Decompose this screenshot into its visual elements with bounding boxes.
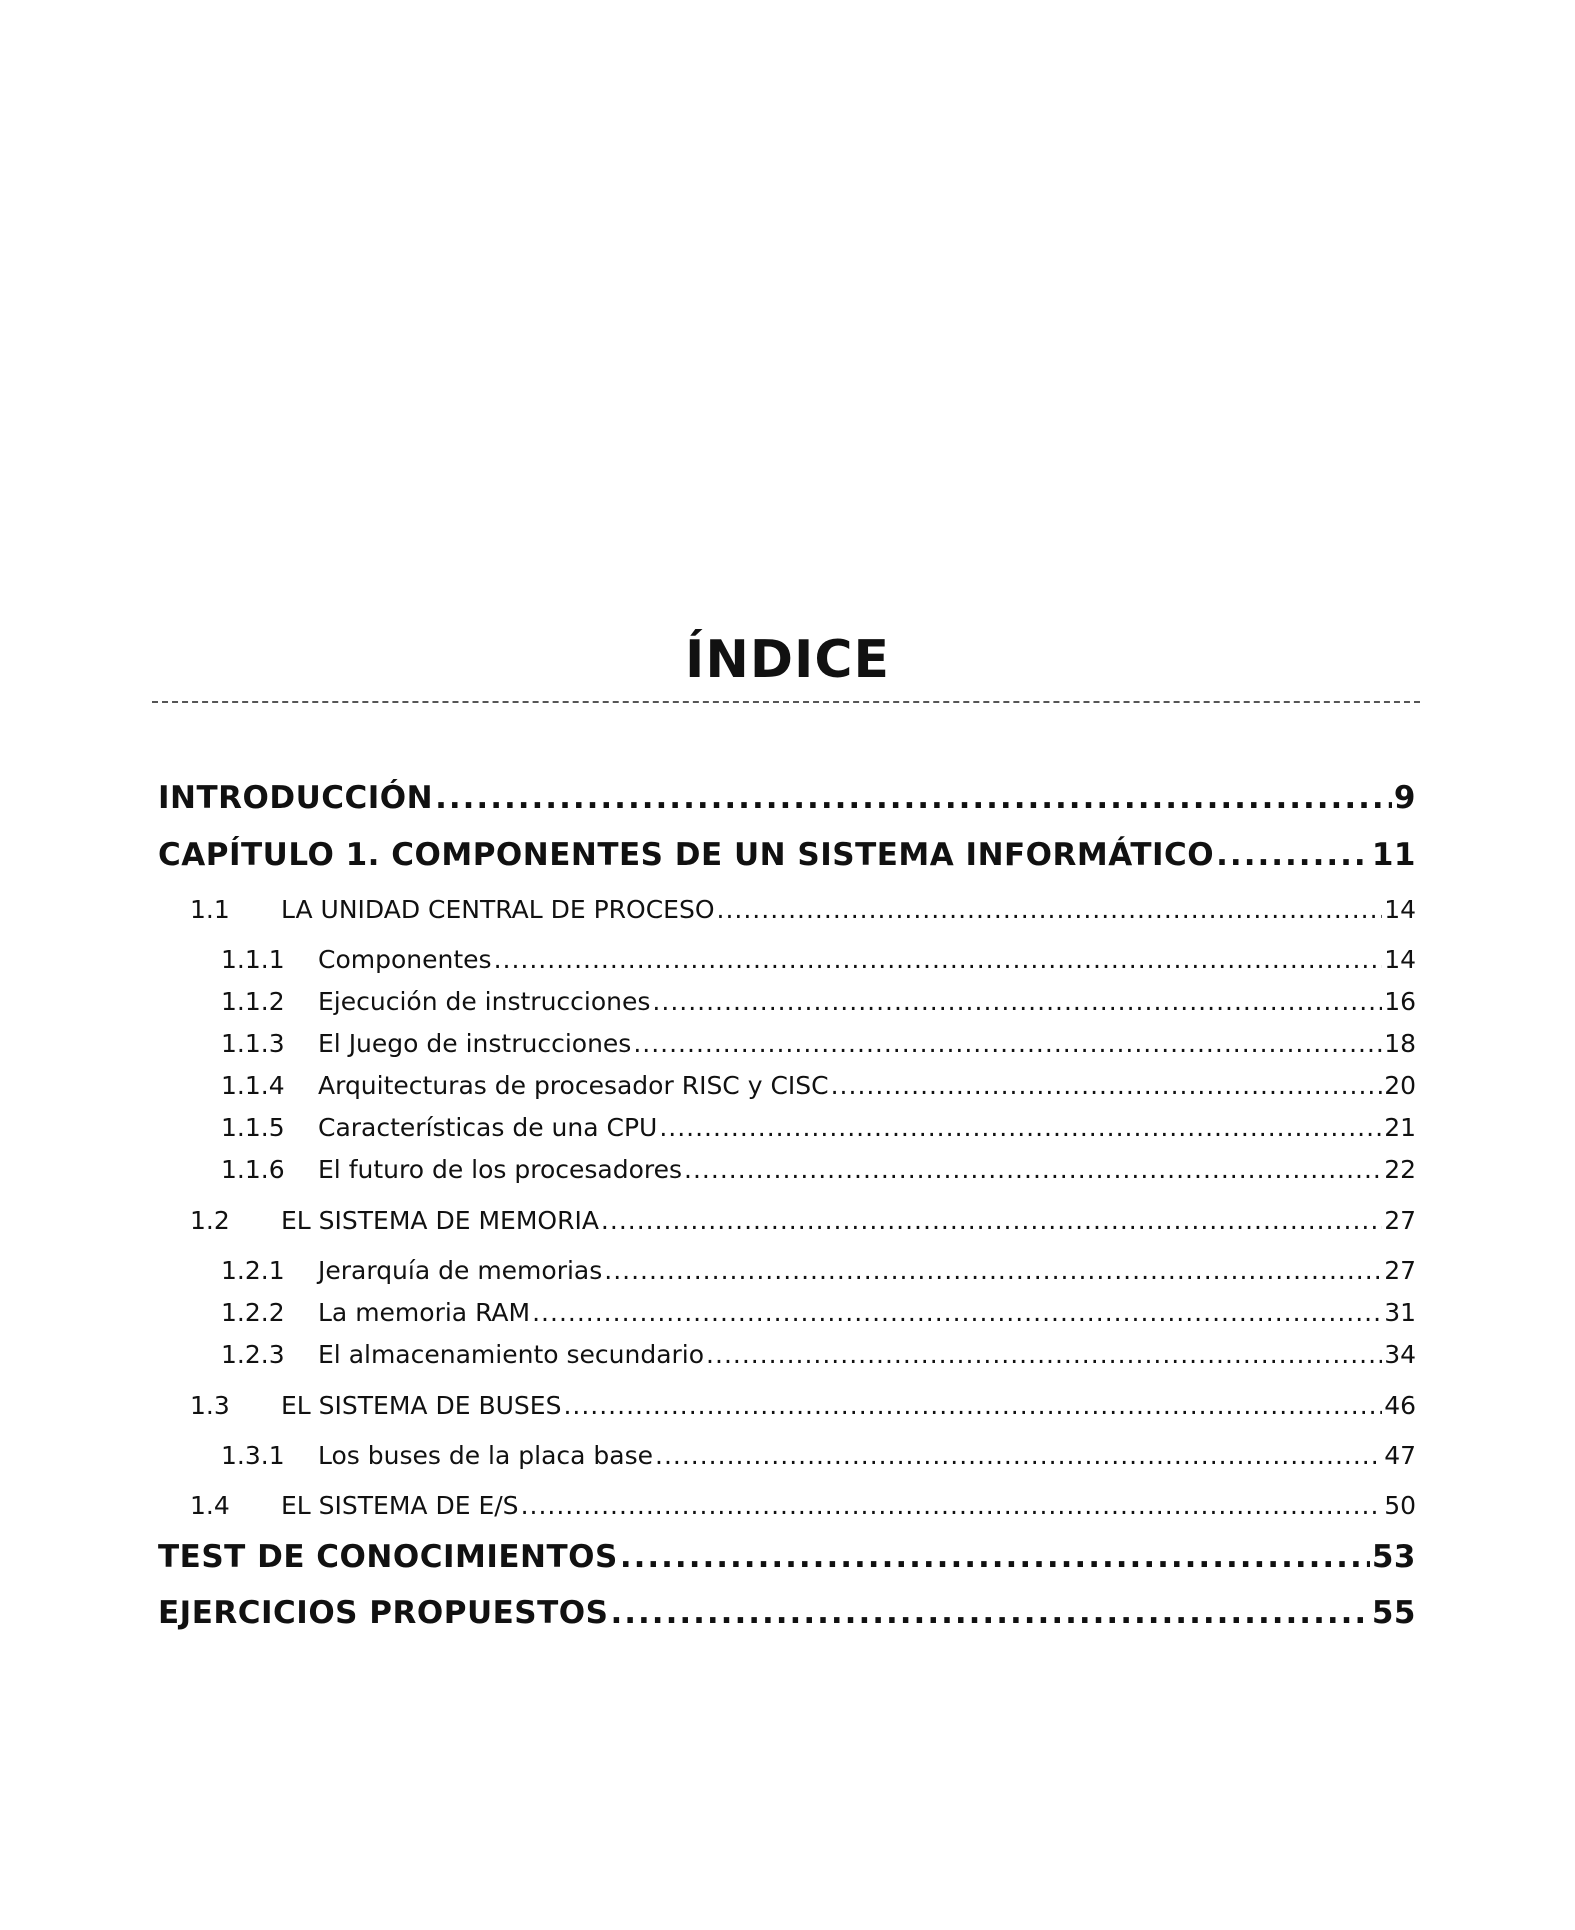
toc-page-number: 55	[1371, 1595, 1416, 1631]
toc-entry-label: El almacenamiento secundario	[318, 1340, 705, 1369]
toc-section-number: 1.1	[190, 895, 230, 924]
toc-entry-1-2[interactable]	[158, 1204, 1416, 1238]
toc-page-number: 34	[1384, 1340, 1416, 1369]
toc-dot-leader	[604, 1254, 1382, 1288]
toc-dot-leader	[494, 943, 1383, 977]
toc-dot-leader	[1216, 835, 1370, 875]
toc-entry-capitulo-1[interactable]	[158, 835, 1416, 875]
toc-entry-label: TEST DE CONOCIMIENTOS	[158, 1539, 618, 1575]
toc-dot-leader	[563, 1389, 1382, 1423]
toc-entry-label: CAPÍTULO 1. COMPONENTES DE UN SISTEMA INFORMÁTICO	[158, 837, 1215, 873]
toc-section-number: 1.2.1	[221, 1256, 285, 1285]
toc-section-number: 1.2.2	[221, 1298, 285, 1327]
toc-dot-leader	[532, 1296, 1382, 1330]
toc-entry-1-3[interactable]	[158, 1389, 1416, 1423]
toc-entry-1-1-6[interactable]	[158, 1153, 1416, 1187]
toc-entry-ejercicios-propuestos[interactable]	[158, 1593, 1416, 1633]
toc-entry-1-2-2[interactable]	[158, 1296, 1416, 1330]
toc-entry-label: Características de una CPU	[318, 1113, 658, 1142]
toc-entry-introduccion[interactable]	[158, 778, 1416, 818]
toc-page-number: 31	[1384, 1298, 1416, 1327]
toc-section-number: 1.4	[190, 1491, 230, 1520]
toc-entry-1-2-3[interactable]	[158, 1338, 1416, 1372]
toc-page-number: 21	[1384, 1113, 1416, 1142]
toc-section-number: 1.3.1	[221, 1441, 285, 1470]
toc-page-number: 53	[1371, 1539, 1416, 1575]
toc-entry-label: Los buses de la placa base	[318, 1441, 653, 1470]
toc-dot-leader	[684, 1153, 1382, 1187]
toc-page-number: 50	[1384, 1491, 1416, 1520]
toc-entry-1-1-5[interactable]	[158, 1111, 1416, 1145]
toc-entry-label: EJERCICIOS PROPUESTOS	[158, 1595, 609, 1631]
toc-dot-leader	[601, 1204, 1382, 1238]
toc-section-number: 1.1.6	[221, 1155, 285, 1184]
toc-entry-label: El futuro de los procesadores	[318, 1155, 683, 1184]
toc-section-number: 1.2	[190, 1206, 230, 1235]
toc-entry-1-1-4[interactable]	[158, 1069, 1416, 1103]
toc-entry-1-1-2[interactable]	[158, 985, 1416, 1019]
toc-page-number: 11	[1371, 837, 1416, 873]
toc-entry-label: LA UNIDAD CENTRAL DE PROCESO	[281, 895, 715, 924]
toc-dot-leader	[435, 778, 1392, 818]
toc-page-number: 27	[1384, 1256, 1416, 1285]
page-title: ÍNDICE	[684, 630, 891, 690]
toc-page-number: 22	[1384, 1155, 1416, 1184]
toc-dot-leader	[659, 1111, 1382, 1145]
toc-entry-1-4[interactable]	[158, 1489, 1416, 1523]
toc-dot-leader	[521, 1489, 1383, 1523]
toc-section-number: 1.1.1	[221, 945, 285, 974]
toc-entry-test-de-conocimientos[interactable]	[158, 1537, 1416, 1577]
toc-page-number: 16	[1384, 987, 1416, 1016]
toc-entry-label: Arquitecturas de procesador RISC y CISC	[318, 1071, 829, 1100]
toc-entry-label: EL SISTEMA DE E/S	[281, 1491, 519, 1520]
toc-entry-label: EL SISTEMA DE MEMORIA	[281, 1206, 599, 1235]
toc-page-number: 9	[1393, 780, 1416, 816]
toc-dot-leader	[717, 893, 1383, 927]
toc-section-number: 1.1.3	[221, 1029, 285, 1058]
toc-page-number: 47	[1384, 1441, 1416, 1470]
toc-entry-1-1-3[interactable]	[158, 1027, 1416, 1061]
toc-page-number: 20	[1384, 1071, 1416, 1100]
toc-dot-leader	[633, 1027, 1382, 1061]
toc-entry-label: Componentes	[318, 945, 492, 974]
toc-page-number: 14	[1384, 895, 1416, 924]
toc-entry-1-3-1[interactable]	[158, 1439, 1416, 1473]
toc-dot-leader	[620, 1537, 1370, 1577]
toc-entry-label: El Juego de instrucciones	[318, 1029, 632, 1058]
toc-section-number: 1.1.4	[221, 1071, 285, 1100]
toc-page-number: 14	[1384, 945, 1416, 974]
toc-dot-leader	[655, 1439, 1382, 1473]
toc-page-number: 27	[1384, 1206, 1416, 1235]
toc-entry-1-1[interactable]	[158, 893, 1416, 927]
toc-dot-leader	[652, 985, 1382, 1019]
toc-section-number: 1.1.5	[221, 1113, 285, 1142]
toc-dot-leader	[831, 1069, 1383, 1103]
toc-entry-label: Jerarquía de memorias	[318, 1256, 603, 1285]
toc-entry-label: Ejecución de instrucciones	[318, 987, 651, 1016]
toc-section-number: 1.1.2	[221, 987, 285, 1016]
toc-entry-1-2-1[interactable]	[158, 1254, 1416, 1288]
toc-entry-label: INTRODUCCIÓN	[158, 780, 434, 816]
toc-page-number: 18	[1384, 1029, 1416, 1058]
toc-entry-1-1-1[interactable]	[158, 943, 1416, 977]
toc-entry-label: EL SISTEMA DE BUSES	[281, 1391, 562, 1420]
toc-entry-label: La memoria RAM	[318, 1298, 531, 1327]
toc-dot-leader	[610, 1593, 1369, 1633]
toc-section-number: 1.2.3	[221, 1340, 285, 1369]
toc-dot-leader	[706, 1338, 1382, 1372]
toc-page-number: 46	[1384, 1391, 1416, 1420]
toc-section-number: 1.3	[190, 1391, 230, 1420]
